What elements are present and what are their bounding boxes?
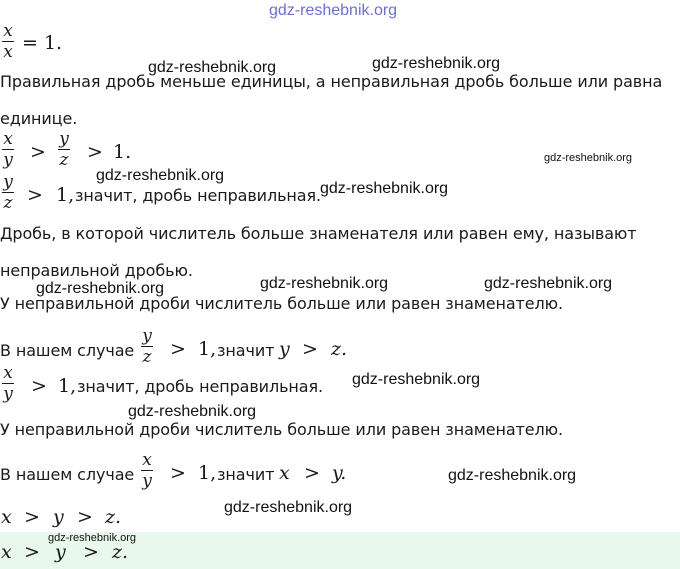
fraction-y-over-z xyxy=(2,173,14,212)
greater-sign: > xyxy=(302,338,318,360)
eq4-one: 1, xyxy=(58,375,77,397)
watermark: gdz-reshebnik.org xyxy=(448,467,577,484)
denominator: y xyxy=(3,384,13,404)
greater-sign: > xyxy=(31,375,47,397)
fraction-x-over-y xyxy=(141,451,153,490)
eq2-one: 1. xyxy=(113,141,132,163)
watermark: gdz-reshebnik.org xyxy=(36,280,165,297)
watermark: gdz-reshebnik.org xyxy=(352,371,481,388)
eq1-rest: = 1. xyxy=(22,32,63,54)
eq3-one: 1, xyxy=(56,184,75,206)
numerator: y xyxy=(3,172,13,192)
fraction-x-over-y xyxy=(2,364,14,403)
watermark: gdz-reshebnik.org xyxy=(260,275,389,292)
numerator: x xyxy=(142,450,152,470)
chain-var-x: x xyxy=(1,506,12,528)
greater-sign: > xyxy=(83,541,99,563)
case2-one: 1, xyxy=(198,462,217,484)
case1-prefix: В нашем случае xyxy=(0,341,135,360)
numerator: x xyxy=(3,363,13,383)
greater-sign: > xyxy=(27,184,43,206)
numerator: y xyxy=(59,129,69,149)
para2-line1: Дробь, в которой числитель больше знаменателя или равен ему, называют xyxy=(0,224,637,243)
watermark: gdz-reshebnik.org xyxy=(48,532,137,544)
fraction-x-over-y xyxy=(2,130,14,169)
case2-var-b: y. xyxy=(332,462,347,484)
rule2-text: У неправильной дроби числитель больше или равен знаменателю. xyxy=(0,420,563,439)
rule1-text: У неправильной дроби числитель больше или равен знаменателю. xyxy=(0,294,563,313)
greater-sign: > xyxy=(170,338,186,360)
fraction-y-over-z xyxy=(141,327,153,366)
answer-var-x: x xyxy=(1,541,12,563)
watermark: gdz-reshebnik.org xyxy=(320,180,449,197)
case2-prefix: В нашем случае xyxy=(0,465,135,484)
chain-var-y: y xyxy=(53,506,64,528)
greater-sign: > xyxy=(170,462,186,484)
case1-mid: значит xyxy=(217,341,275,360)
case1-var-b: z. xyxy=(331,338,348,360)
eq4-text: значит, дробь неправильная. xyxy=(77,377,323,396)
case1-var-a: y xyxy=(279,338,290,360)
numerator: x xyxy=(3,129,13,149)
greater-sign: > xyxy=(30,141,46,163)
watermark: gdz-reshebnik.org xyxy=(372,55,501,72)
watermark: gdz-reshebnik.org xyxy=(484,275,613,292)
denominator: y xyxy=(142,471,152,491)
watermark-top: gdz-reshebnik.org xyxy=(269,2,398,19)
watermark: gdz-reshebnik.org xyxy=(96,167,225,184)
greater-sign: > xyxy=(24,541,40,563)
greater-sign: > xyxy=(77,506,93,528)
case1-one: 1, xyxy=(198,338,217,360)
denominator: z xyxy=(3,193,13,213)
fraction-x-over-x xyxy=(2,22,14,61)
para2-line2: неправильной дробью. xyxy=(0,261,193,280)
case2-mid: значит xyxy=(217,465,275,484)
numerator: x xyxy=(3,21,13,41)
para1-line1: Правильная дробь меньше единицы, а неправильная дробь больше или равна xyxy=(0,72,663,91)
greater-sign: > xyxy=(87,141,103,163)
chain-var-z: z. xyxy=(105,506,122,528)
denominator: z xyxy=(59,150,69,170)
denominator: z xyxy=(142,347,152,367)
denominator: y xyxy=(3,150,13,170)
watermark: gdz-reshebnik.org xyxy=(544,152,633,164)
greater-sign: > xyxy=(304,462,320,484)
case2-var-a: x xyxy=(279,462,290,484)
eq3-text: значит, дробь неправильная. xyxy=(75,186,321,205)
numerator: y xyxy=(142,326,152,346)
fraction-y-over-z xyxy=(58,130,70,169)
answer-var-z: z. xyxy=(112,541,129,563)
greater-sign: > xyxy=(24,506,40,528)
para1-line2: единице. xyxy=(0,109,78,128)
watermark: gdz-reshebnik.org xyxy=(128,403,257,420)
denominator: x xyxy=(3,42,13,62)
answer-var-y: y xyxy=(55,541,66,563)
watermark: gdz-reshebnik.org xyxy=(148,59,277,76)
watermark: gdz-reshebnik.org xyxy=(224,499,353,516)
